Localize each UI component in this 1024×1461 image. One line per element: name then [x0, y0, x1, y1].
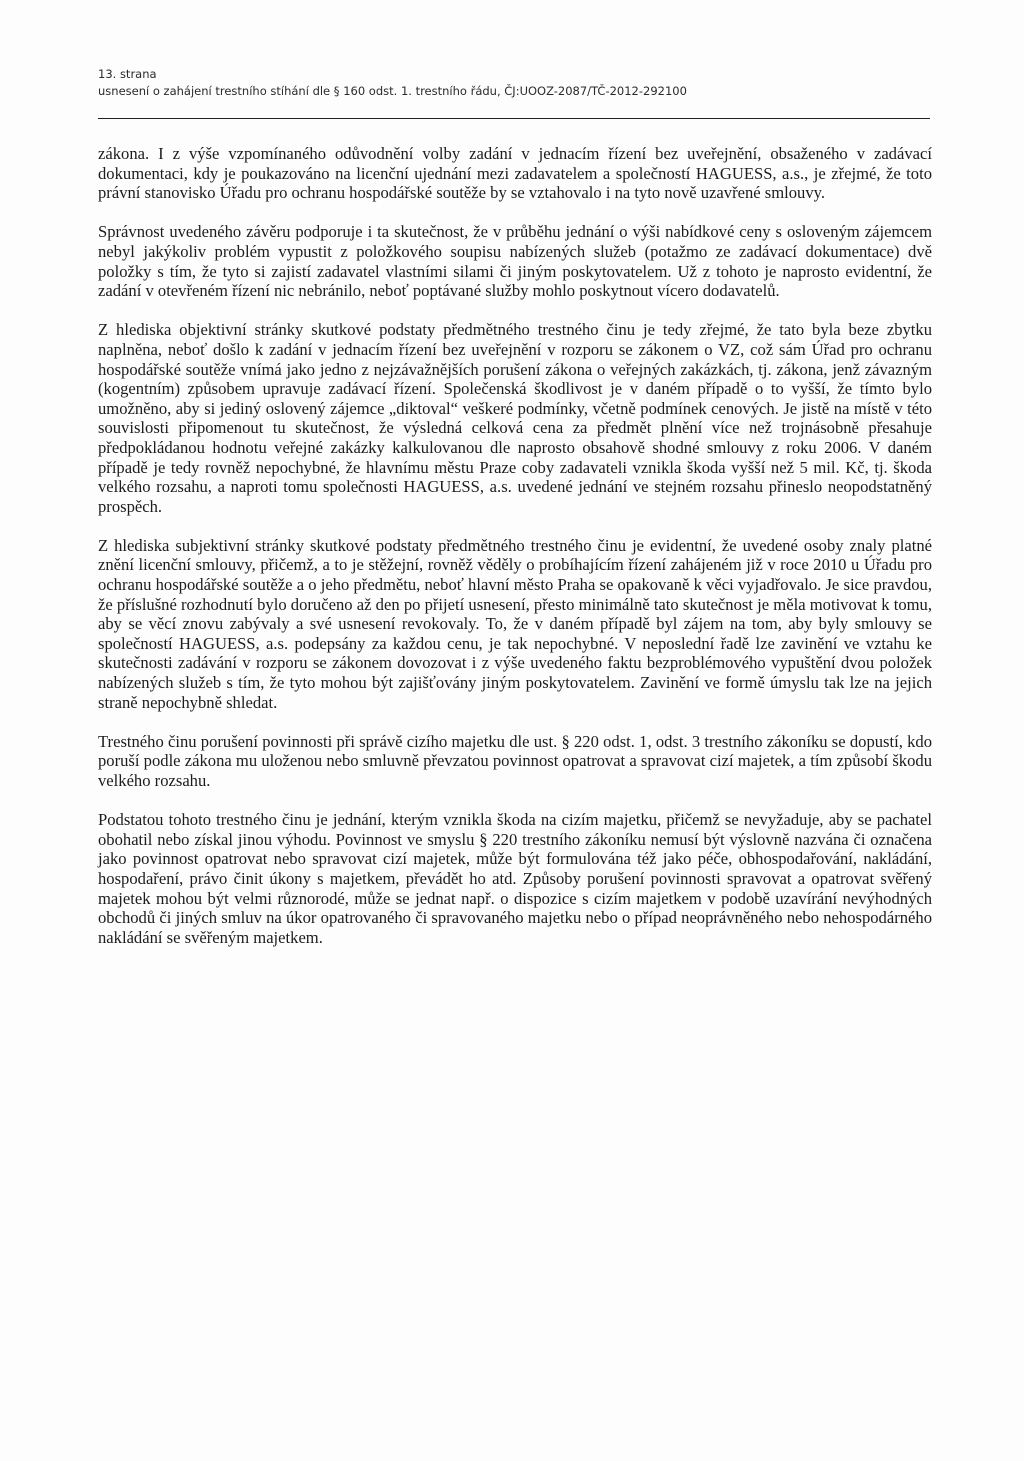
paragraph-4: Z hlediska subjektivní stránky skutkové podstaty předmětného trestného činu je evidentní, že uvedené osoby znaly platné znění licenční smlouvy, přičemž, a to je stěžejní, rovněž věděly o probíhajícím řízení zahájeném již v roce 2010 u Úřadu pro ochranu hospodářské soutěže a o jeho předmětu, neboť hlavní město Praha se opakovaně k věci vyjadřovalo. Je sice pravdou, že příslušné rozhodnutí bylo doručeno až den po přijetí usnesení, přesto minimálně tato skutečnost je měla motivovat k tomu, aby se věcí znovu zabývaly a své usnesení revokovaly. To, že v daném případě byl zájem na tom, aby byly smlouvy se společností HAGUESS, a.s. podepsány za každou cenu, je tak nepochybné. V neposlední řadě lze zavinění ve vztahu ke skutečnosti zadávání v rozporu se zákonem dovozovat i z výše uvedeného faktu bezproblémového vypuštění dvou položek nabízených služeb s tím, že tyto mohou být zajišťovány jiným poskytovatelem. Zavinění ve formě úmyslu tak lze na jejich straně nepochybně shledat. [98, 535, 932, 712]
document-reference: usnesení o zahájení trestního stíhání dle § 160 odst. 1. trestního řádu, ČJ:UOOZ-2087/TČ-2012-292100 [98, 84, 687, 98]
paragraph-2: Správnost uvedeného závěru podporuje i ta skutečnost, že v průběhu jednání o výši nabídkové ceny s osloveným zájemcem nebyl jakýkoliv problém vypustit z položkového soupisu nabízených služeb (potažmo ze zadávací dokumentace) dvě položky s tím, že tyto si zajistí zadavatel vlastními silami či jiným poskytovatelem. Už z tohoto je naprosto evidentní, že zadání v otevřeném řízení nic nebránilo, neboť poptávané služby mohlo poskytnout vícero dodavatelů. [98, 222, 932, 301]
page-header [98, 66, 928, 100]
paragraph-3: Z hlediska objektivní stránky skutkové podstaty předmětného trestného činu je tedy zřejmé, že tato byla beze zbytku naplněna, neboť došlo k zadání v jednacím řízení bez uveřejnění v rozporu se zákonem o VZ, což sám Úřad pro ochranu hospodářské soutěže vnímá jako jedno z nejzávažnějších porušení zákona o veřejných zakázkách, tj. zákona, jenž závazným (kogentním) způsobem upravuje zadávací řízení. Společenská škodlivost je v daném případě o to vyšší, že tímto bylo umožněno, aby si jediný oslovený zájemce „diktoval“ veškeré podmínky, včetně podmínek cenových. Je jistě na místě v této souvislosti připomenout tu skutečnost, že výsledná celková cena za předmět plnění více než trojnásobně přesahuje předpokládanou hodnotu veřejné zakázky kalkulovanou dle naprosto obsahově shodné smlouvy z roku 2006. V daném případě je tedy rovněž nepochybné, že hlavnímu městu Praze coby zadavateli vznikla škoda vyšší než 5 mil. Kč, tj. škoda velkého rozsahu, a naproti tomu společnosti HAGUESS, a.s. uvedené jednání ve stejném rozsahu přineslo neopodstatněný prospěch. [98, 320, 932, 516]
header-divider [98, 118, 930, 119]
paragraph-5: Trestného činu porušení povinnosti při správě cizího majetku dle ust. § 220 odst. 1, odst. 3 trestního zákoníku se dopustí, kdo poruší podle zákona mu uloženou nebo smluvně převzatou povinnost opatrovat a spravovat cizí majetek, a tím způsobí škodu velkého rozsahu. [98, 731, 932, 790]
paragraph-1: zákona. I z výše vzpomínaného odůvodnění volby zadání v jednacím řízení bez uveřejnění, obsaženého v zadávací dokumentaci, kdy je poukazováno na licenční ujednání mezi zadavatelem a společností HAGUESS, a.s., je zřejmé, že toto právní stanovisko Úřadu pro ochranu hospodářské soutěže by se vztahovalo i na tyto nově uzavřené smlouvy. [98, 144, 932, 203]
document-body [98, 144, 932, 967]
paragraph-6: Podstatou tohoto trestného činu je jednání, kterým vznikla škoda na cizím majetku, přičemž se nevyžaduje, aby se pachatel obohatil nebo získal jinou výhodu. Povinnost ve smyslu § 220 trestního zákoníku nemusí být výslovně nazvána či označena jako povinnost opatrovat nebo spravovat cizí majetek, může být formulována též jako péče, obhospodařování, nakládání, hospodaření, právo činit úkony s majetkem, převádět ho atd. Způsoby porušení povinnosti spravovat a opatrovat svěřený majetek mohou být velmi různorodé, může se jednat např. o dispozice s cizím majetkem v podobě uzavírání nevýhodných obchodů či jiných smluv na úkor opatrovaného či spravovaného majetku nebo o případ neoprávněného nebo nehospodárného nakládání se svěřeným majetkem. [98, 810, 932, 947]
page-number: 13. strana [98, 67, 157, 81]
